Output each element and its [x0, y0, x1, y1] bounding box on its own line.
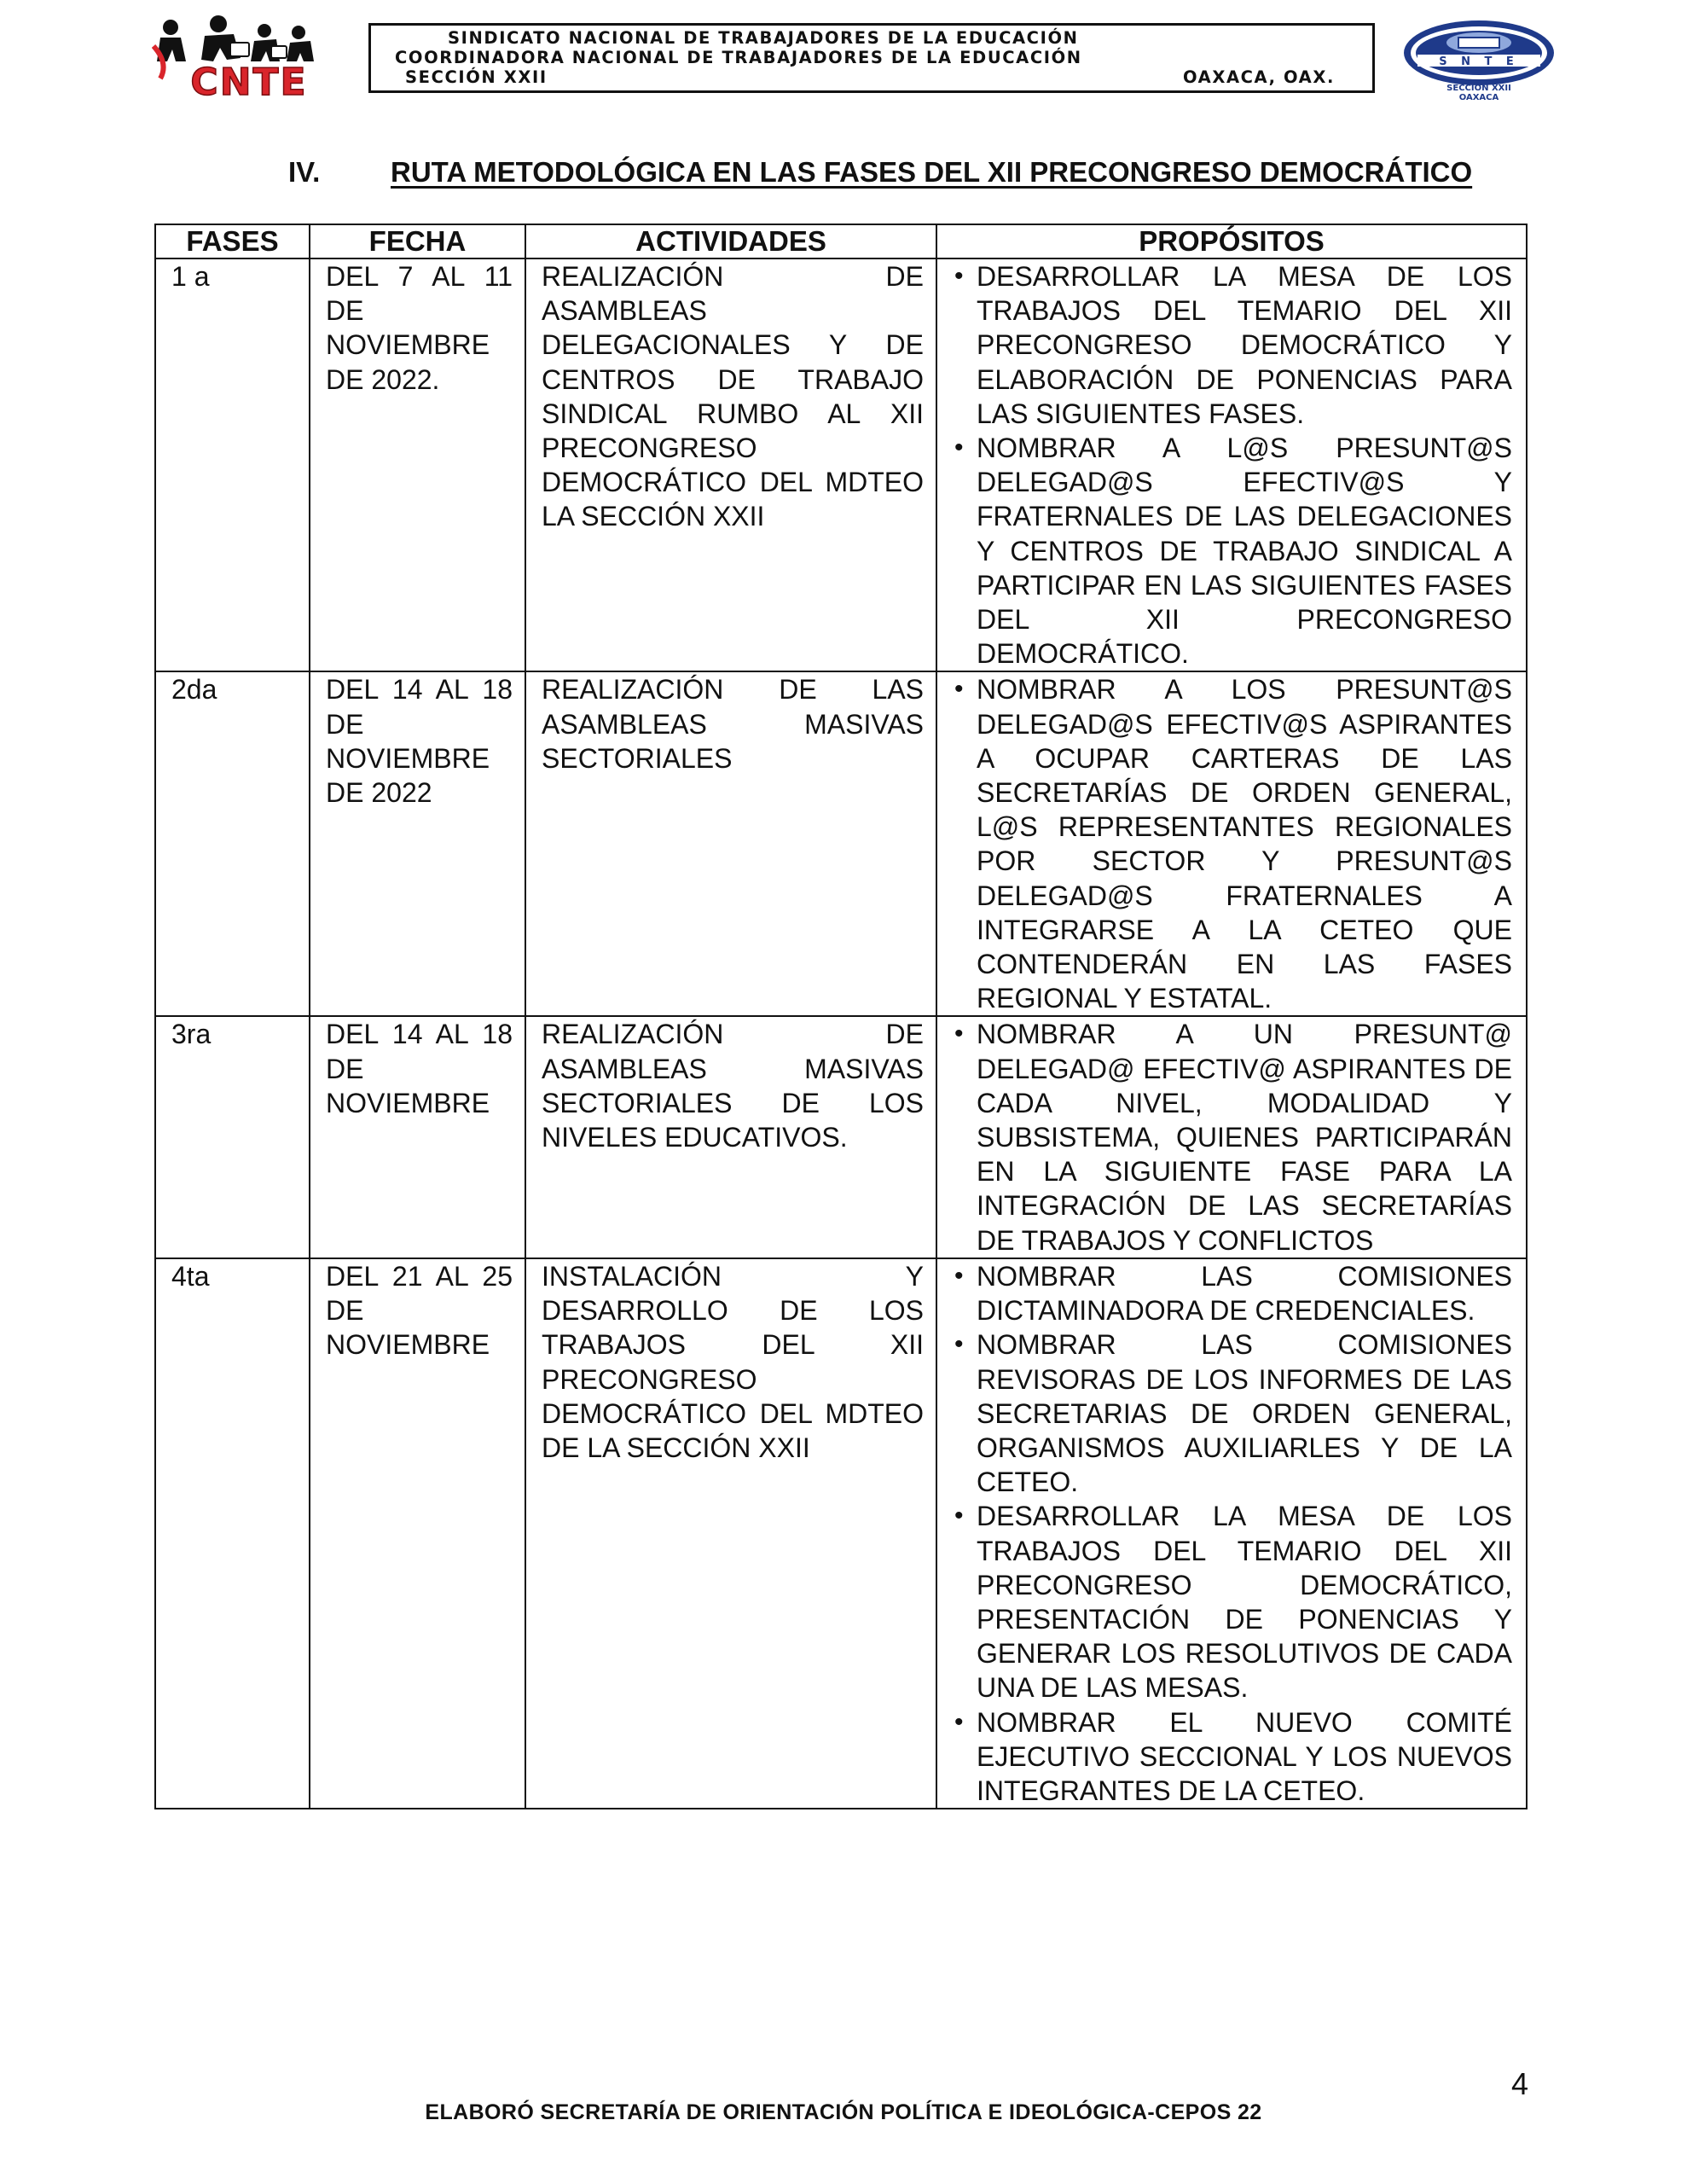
actividades-cell: REALIZACIÓN DE LAS ASAMBLEAS MASIVAS SECTORIALES [525, 671, 936, 1016]
header-line-3 [393, 67, 1350, 87]
proposito-item: • NOMBRAR LAS COMISIONES DICTAMINADORA DE CREDENCIALES. [953, 1259, 1512, 1327]
header-fases: FASES [155, 224, 310, 258]
proposito-item: • DESARROLLAR LA MESA DE LOS TRABAJOS DEL TEMARIO DEL XII PRECONGRESO DEMOCRÁTICO, PRESENTACIÓN DE PONENCIAS Y GENERAR LOS RESOLUTIVOS DE CADA UNA DE LAS MESAS. [953, 1499, 1512, 1705]
propositos-cell [936, 258, 1527, 671]
fase-cell: 2da [155, 671, 310, 1016]
table-row [155, 258, 1527, 671]
snte-seal-logo [1399, 19, 1559, 101]
fase-cell: 1 a [155, 258, 310, 671]
proposito-item: • NOMBRAR A LOS PRESUNT@S DELEGAD@S EFECTIV@S ASPIRANTES A OCUPAR CARTERAS DE LAS SECRETARÍAS DE ORDEN GENERAL, L@S REPRESENTANTES REGIONALES POR SECTOR Y PRESUNT@S DELEGAD@S FRATERNALES A INTEGRARSE A LA CETEO QUE CONTENDERÁN EN LAS FASES REGIONAL Y ESTATAL. [953, 672, 1512, 1015]
section-heading [288, 156, 1472, 189]
proposito-item: • DESARROLLAR LA MESA DE LOS TRABAJOS DEL TEMARIO DEL XII PRECONGRESO DEMOCRÁTICO Y ELABORACIÓN DE PONENCIAS PARA LAS SIGUIENTES FASES. [953, 259, 1512, 431]
union-header-box [368, 23, 1375, 93]
cnte-logo [152, 12, 346, 99]
snte-logo-text: S N T E [1439, 55, 1519, 68]
fecha-cell: DEL 14 AL 18 DE NOVIEMBRE DE 2022 [310, 671, 525, 1016]
propositos-cell [936, 671, 1527, 1016]
actividades-cell: REALIZACIÓN DE ASAMBLEAS DELEGACIONALES Y DE CENTROS DE TRABAJO SINDICAL RUMBO AL XII PRECONGRESO DEMOCRÁTICO DEL MDTEO LA SECCIÓN XXII [525, 258, 936, 671]
phases-table [154, 224, 1528, 1809]
header-location: OAXACA, OAX. [1182, 67, 1335, 87]
cnte-logo-text: CNTE [190, 61, 308, 99]
section-number: IV. [288, 156, 321, 188]
header-line-2: COORDINADORA NACIONAL DE TRABAJADORES DE LA EDUCACIÓN [395, 48, 1082, 67]
snte-logo-caption-2: OAXACA [1458, 93, 1499, 101]
page-number: 4 [1511, 2066, 1529, 2101]
section-title: RUTA METODOLÓGICA EN LAS FASES DEL XII PRECONGRESO DEMOCRÁTICO [391, 156, 1473, 188]
table-row [155, 1258, 1527, 1809]
header-line-1: SINDICATO NACIONAL DE TRABAJADORES DE LA EDUCACIÓN [448, 28, 1079, 48]
propositos-cell [936, 1016, 1527, 1258]
fecha-cell: DEL 21 AL 25 DE NOVIEMBRE [310, 1258, 525, 1809]
fecha-cell: DEL 14 AL 18 DE NOVIEMBRE [310, 1016, 525, 1258]
fecha-cell: DEL 7 AL 11 DE NOVIEMBRE DE 2022. [310, 258, 525, 671]
table-row [155, 671, 1527, 1016]
table-row [155, 1016, 1527, 1258]
actividades-cell: INSTALACIÓN Y DESARROLLO DE LOS TRABAJOS DEL XII PRECONGRESO DEMOCRÁTICO DEL MDTEO DE LA SECCIÓN XXII [525, 1258, 936, 1809]
footer-credit: ELABORÓ SECRETARÍA DE ORIENTACIÓN POLÍTICA E IDEOLÓGICA-CEPOS 22 [425, 2100, 1262, 2124]
header-actividades: ACTIVIDADES [525, 224, 936, 258]
actividades-cell: REALIZACIÓN DE ASAMBLEAS MASIVAS SECTORIALES DE LOS NIVELES EDUCATIVOS. [525, 1016, 936, 1258]
snte-logo-caption-1: SECCIÓN XXII [1446, 84, 1511, 93]
proposito-item: • NOMBRAR A L@S PRESUNT@S DELEGAD@S EFECTIV@S Y FRATERNALES DE LAS DELEGACIONES Y CENTROS DE TRABAJO SINDICAL A PARTICIPAR EN LAS SIGUIENTES FASES DEL XII PRECONGRESO DEMOCRÁTICO. [953, 431, 1512, 671]
proposito-item: • NOMBRAR A UN PRESUNT@ DELEGAD@ EFECTIV@ ASPIRANTES DE CADA NIVEL, MODALIDAD Y SUBSISTEMA, QUIENES PARTICIPARÁN EN LA SIGUIENTE FASE PARA LA INTEGRACIÓN DE LAS SECRETARÍAS DE TRABAJOS Y CONFLICTOS [953, 1017, 1512, 1257]
table-header-row [155, 224, 1527, 258]
header-section: SECCIÓN XXII [405, 67, 548, 87]
header-fecha: FECHA [310, 224, 525, 258]
fase-cell: 3ra [155, 1016, 310, 1258]
proposito-item: • NOMBRAR EL NUEVO COMITÉ EJECUTIVO SECCIONAL Y LOS NUEVOS INTEGRANTES DE LA CETEO. [953, 1705, 1512, 1809]
fase-cell: 4ta [155, 1258, 310, 1809]
propositos-cell [936, 1258, 1527, 1809]
proposito-item: • NOMBRAR LAS COMISIONES REVISORAS DE LOS INFORMES DE LAS SECRETARIAS DE ORDEN GENERAL, ORGANISMOS AUXILIARLES Y DE LA CETEO. [953, 1327, 1512, 1499]
header-propositos: PROPÓSITOS [936, 224, 1527, 258]
